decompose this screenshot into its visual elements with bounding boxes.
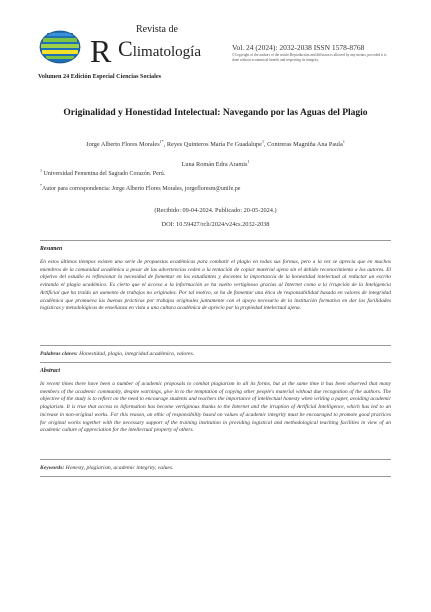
affiliation: $^1$ Universidad Femenina del Sagrado Corazón. Perú. [40,168,166,177]
author-name: Jorge Alberto Flores Morales [86,141,160,149]
journal-logo [38,24,118,76]
author-name: Luna Román Edra Aramis [181,161,248,169]
publication-dates: (Recibido: 09-04-2024. Publicado: 20-05-2024.) [154,207,277,214]
copyright-note: ©Copyright of the authors of the article.Reproduction and diffusion is allowed by any means, provided it is done without economical benefit and respecting its integrity. [232,53,387,62]
resumen-keywords: Palabras claves: Honestidad, plagio, integridad académica, valores. [40,351,195,357]
doi: DOI: 10.59427/rcli/2024/v24cs.2032-2038 [161,221,270,228]
article-title: Originalidad y Honestidad Intelectual: Navegando por las Aguas del Plagio [63,108,368,118]
abstract-text: In recent times there have been a number of academic proposals to combat plagiarism in all its forms, but at the same time it has been observed that many members of the academic community, despite warnings, give in to the temptation of copying other people's material without due recognition of the authors. The objective of the study is to reflect on the need to encourage students and teachers the importance of intellectual honesty when writing a paper, avoiding academic plagiarism. It is true that access to information has become vertiginous thanks to the Internet and the irruption of Artificial Intelligence, which has led to an increase in non-original works. For this reason, an ethic of responsibility based on values of academic integrity must be encouraged to promote good practices for original works together with the necessary support of the training institution in providing logistical and methodological teaching facilities in view of an academic culture of appreciation for the intellectual property of others. [40,381,391,434]
divider [40,459,391,460]
divider [40,345,391,346]
divider [40,240,391,241]
volume-line: Vol. 24 (2024): 2032-2038 ISSN 1578-8768 [232,43,365,52]
journal-name-line1: Revista de [136,24,178,35]
journal-name-line2: limatología [132,44,202,60]
author-list: Jorge Alberto Flores Morales$^{1*}$, Reyes Quinteros María Fe Guadalupe$^1$, Contreras Magniña Ana Paula$^1$ Luna Román Edra Aramis$^1$ [86,139,345,169]
author-name: , Reyes Quinteros María Fe Guadalupe [163,141,262,149]
journal-name [118,24,201,61]
svg-text:R: R [90,33,112,69]
abstract-keywords: Keywords: Honesty, plagiarism, academic integrity, values. [40,465,174,471]
corresponding-author: *Autor para correspondencia: Jorge Alberto Flores Morales, jorgefloresm@unife.pe [40,183,241,192]
volume-info [232,43,392,62]
abstract-heading: Abstract [40,368,60,374]
journal-name-cap: C [118,36,133,61]
resumen-text: En estos últimos tiempos existen una serie de propuestas académicas para combatir el plagio en todas sus formas, pero a la vez se aprecia que en muchos miembros de la comunidad académica a pesar de las advertencias ceden a la tentación de copiar material ajeno sin el debido reconocimiento a los autores. El objetivo del estudio es reflexionar la necesidad de fomentar en los estudiantes y docentes la importancia de la honestidad intelectual al redactar un escrito evitando el plagio académico. Es cierto que el acceso a la información se ha vuelto vertiginoso gracias al Internet como a la irrupción de la Inteligencia Artificial que ha traído un aumento de trabajos no originales. Por tal motivo, se ha de fomentar una ética de responsabilidad basada en valores de integridad académica que promueva las buenas prácticas por trabajos originales juntamente con el apoyo necesario de la institución formativa en dar las facilidades logísticas y metodológicas de enseñanza en vista a una cultura académica de aprecio por la propiedad intelectual ajena. [40,259,391,312]
divider [40,476,391,477]
edition-label: Volumen 24 Edición Especial Ciencias Sociales [38,73,162,80]
resumen-heading: Resumen [40,246,63,252]
divider [40,362,391,363]
author-name: , Contreras Magniña Ana Paula [263,141,343,149]
